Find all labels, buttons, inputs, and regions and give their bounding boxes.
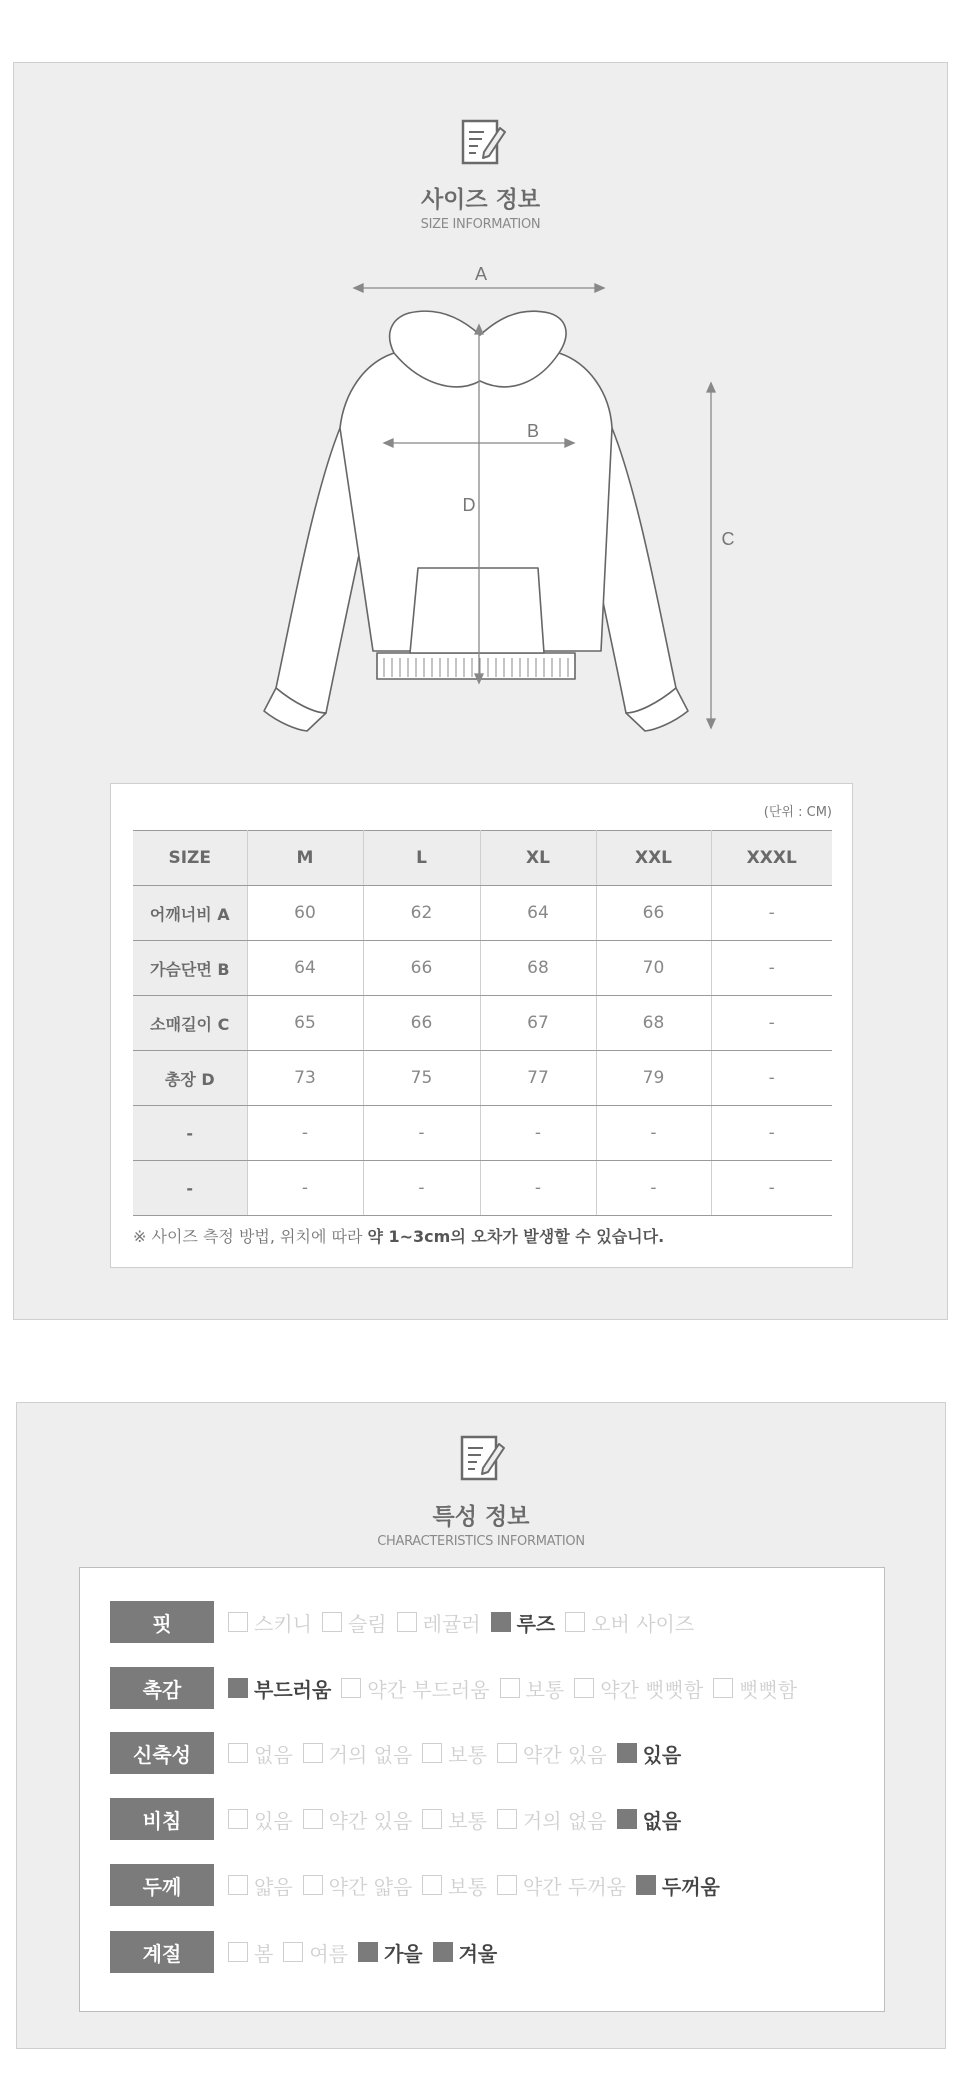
checked-box-icon: [228, 1678, 248, 1698]
table-cell: -: [363, 1161, 480, 1216]
char-option: [303, 1739, 413, 1768]
char-row-label: 두께: [110, 1864, 214, 1906]
char-option-label: 오버 사이즈: [591, 1611, 695, 1636]
char-option-label: 뻣뻣함: [739, 1677, 798, 1702]
table-cell: 68: [596, 996, 711, 1051]
table-row: [133, 941, 832, 996]
char-option: [433, 1938, 498, 1967]
checked-box-icon: [491, 1612, 511, 1632]
table-cell: -: [247, 1106, 363, 1161]
measure-label-d: D: [462, 495, 476, 515]
char-row: [110, 1732, 691, 1774]
char-option: [228, 1674, 331, 1703]
unchecked-box-icon: [565, 1612, 585, 1632]
checked-box-icon: [358, 1942, 378, 1962]
char-option: [303, 1805, 413, 1834]
unchecked-box-icon: [397, 1612, 417, 1632]
unchecked-box-icon: [422, 1809, 442, 1829]
char-row-label: 핏: [110, 1601, 214, 1643]
char-option-label: 약간 얇음: [328, 1874, 413, 1899]
size-table-box: [110, 783, 853, 1268]
size-table-header-row: [133, 831, 832, 886]
char-option: [341, 1674, 489, 1703]
char-row-label: 촉감: [110, 1667, 214, 1709]
table-cell: 73: [247, 1051, 363, 1106]
table-cell: -: [711, 996, 832, 1051]
unchecked-box-icon: [322, 1612, 342, 1632]
unit-label: (단위 : CM): [763, 805, 832, 820]
table-cell: -: [711, 1051, 832, 1106]
table-row: [133, 1106, 832, 1161]
char-option-label: 약간 있음: [328, 1808, 413, 1833]
unchecked-box-icon: [228, 1743, 248, 1763]
char-row-label: 계절: [110, 1931, 214, 1973]
table-cell: 79: [596, 1051, 711, 1106]
char-option-label: 부드러움: [254, 1677, 332, 1702]
table-cell: 64: [480, 886, 596, 941]
char-option-label: 약간 두꺼움: [522, 1874, 626, 1899]
table-cell: -: [711, 1106, 832, 1161]
char-option: [228, 1739, 293, 1768]
table-cell: 77: [480, 1051, 596, 1106]
memo-pencil-icon: [459, 1434, 505, 1482]
char-option: [228, 1938, 273, 1967]
table-cell: -: [480, 1106, 596, 1161]
row-label: -: [133, 1161, 247, 1216]
table-cell: 70: [596, 941, 711, 996]
unchecked-box-icon: [500, 1678, 520, 1698]
unchecked-box-icon: [422, 1743, 442, 1763]
char-option: [491, 1608, 556, 1637]
unchecked-box-icon: [422, 1875, 442, 1895]
checked-box-icon: [617, 1809, 637, 1829]
unchecked-box-icon: [713, 1678, 733, 1698]
char-option-label: 얇음: [254, 1874, 293, 1899]
char-option-label: 약간 부드러움: [367, 1677, 490, 1702]
char-option: [303, 1871, 413, 1900]
char-option-label: 겨울: [458, 1941, 498, 1966]
char-option-label: 슬림: [347, 1611, 387, 1636]
row-label: -: [133, 1106, 247, 1161]
table-header: XXL: [596, 831, 711, 886]
unchecked-box-icon: [228, 1942, 248, 1962]
table-cell: 67: [480, 996, 596, 1051]
table-row: [133, 1161, 832, 1216]
table-cell: 60: [247, 886, 363, 941]
char-option-label: 두꺼움: [661, 1874, 720, 1899]
char-option: [397, 1608, 481, 1637]
table-header: M: [247, 831, 363, 886]
checked-box-icon: [433, 1942, 453, 1962]
char-option: [228, 1871, 293, 1900]
table-cell: 64: [247, 941, 363, 996]
unchecked-box-icon: [341, 1678, 361, 1698]
char-row: [110, 1931, 507, 1973]
unchecked-box-icon: [497, 1875, 517, 1895]
table-header: SIZE: [133, 831, 247, 886]
hoodie-size-diagram: [14, 63, 949, 743]
checked-box-icon: [636, 1875, 656, 1895]
characteristics-box: [79, 1567, 885, 2012]
unchecked-box-icon: [303, 1809, 323, 1829]
size-note: [133, 1224, 664, 1247]
char-option-label: 없음: [254, 1742, 293, 1767]
table-cell: 68: [480, 941, 596, 996]
char-option: [322, 1608, 387, 1637]
table-cell: 75: [363, 1051, 480, 1106]
measure-label-a: A: [474, 264, 488, 284]
unchecked-box-icon: [283, 1942, 303, 1962]
char-row: [110, 1601, 704, 1643]
char-row: [110, 1864, 730, 1906]
characteristics-panel: [16, 1402, 946, 2049]
char-option: [636, 1871, 720, 1900]
char-option-label: 가을: [383, 1941, 423, 1966]
char-section-title: 특성 정보: [432, 1504, 530, 1530]
table-cell: -: [711, 886, 832, 941]
unchecked-box-icon: [228, 1809, 248, 1829]
char-option-label: 보통: [448, 1808, 487, 1833]
table-cell: 62: [363, 886, 480, 941]
char-option: [574, 1674, 703, 1703]
table-cell: -: [480, 1161, 596, 1216]
char-option: [228, 1805, 293, 1834]
char-row: [110, 1798, 691, 1840]
measure-label-b: B: [526, 421, 540, 441]
table-cell: 66: [363, 996, 480, 1051]
char-option-label: 있음: [642, 1742, 682, 1767]
char-row: [110, 1667, 807, 1709]
size-note-text: ※ 사이즈 측정 방법, 위치에 따라: [133, 1227, 368, 1246]
char-row-label: 신축성: [110, 1732, 214, 1774]
size-table: [133, 830, 832, 1216]
table-header: L: [363, 831, 480, 886]
unchecked-box-icon: [574, 1678, 594, 1698]
char-option: [617, 1739, 682, 1768]
row-label: 가슴단면 B: [133, 941, 247, 996]
table-cell: -: [363, 1106, 480, 1161]
size-section-subtitle: SIZE INFORMATION: [420, 217, 541, 232]
char-option: [497, 1871, 626, 1900]
size-note-bold: 약 1~3cm의 오차가 발생할 수 있습니다.: [367, 1227, 665, 1246]
char-option-label: 거의 없음: [328, 1742, 413, 1767]
char-option-label: 스키니: [254, 1611, 312, 1636]
char-option-label: 루즈: [516, 1611, 556, 1636]
char-option-label: 약간 있음: [522, 1742, 607, 1767]
table-header: XL: [480, 831, 596, 886]
char-option-label: 약간 뻣뻣함: [600, 1677, 704, 1702]
table-cell: -: [711, 1161, 832, 1216]
char-option-label: 레귤러: [422, 1611, 481, 1636]
char-option: [422, 1739, 487, 1768]
unchecked-box-icon: [228, 1612, 248, 1632]
char-option: [283, 1938, 348, 1967]
char-option: [422, 1805, 487, 1834]
char-option: [497, 1739, 607, 1768]
char-option: [497, 1805, 607, 1834]
table-cell: 66: [596, 886, 711, 941]
char-option-label: 봄: [254, 1941, 274, 1966]
table-header: XXXL: [711, 831, 832, 886]
table-row: [133, 996, 832, 1051]
char-option-label: 보통: [525, 1677, 565, 1702]
table-cell: -: [596, 1106, 711, 1161]
row-label: 총장 D: [133, 1051, 247, 1106]
unchecked-box-icon: [497, 1809, 517, 1829]
char-option-label: 보통: [448, 1742, 487, 1767]
unchecked-box-icon: [497, 1743, 517, 1763]
char-section-subtitle: CHARACTERISTICS INFORMATION: [377, 1534, 585, 1549]
unchecked-box-icon: [303, 1875, 323, 1895]
char-row-label: 비침: [110, 1798, 214, 1840]
table-cell: 66: [363, 941, 480, 996]
unchecked-box-icon: [228, 1875, 248, 1895]
size-section-title: 사이즈 정보: [420, 187, 541, 213]
char-option: [422, 1871, 487, 1900]
row-label: 어깨너비 A: [133, 886, 247, 941]
table-row: [133, 1051, 832, 1106]
char-option: [358, 1938, 423, 1967]
table-cell: -: [596, 1161, 711, 1216]
table-row: [133, 886, 832, 941]
char-option-label: 없음: [642, 1808, 682, 1833]
size-info-panel: [13, 62, 948, 1320]
char-option: [228, 1608, 312, 1637]
measure-label-c: C: [721, 529, 735, 549]
char-option: [713, 1674, 797, 1703]
unchecked-box-icon: [303, 1743, 323, 1763]
char-option: [500, 1674, 565, 1703]
table-cell: -: [711, 941, 832, 996]
char-option-label: 여름: [309, 1941, 348, 1966]
table-cell: 65: [247, 996, 363, 1051]
char-option-label: 있음: [254, 1808, 293, 1833]
char-option-label: 거의 없음: [522, 1808, 607, 1833]
char-option: [565, 1608, 694, 1637]
char-option-label: 보통: [448, 1874, 487, 1899]
checked-box-icon: [617, 1743, 637, 1763]
char-option: [617, 1805, 682, 1834]
row-label: 소매길이 C: [133, 996, 247, 1051]
table-cell: -: [247, 1161, 363, 1216]
